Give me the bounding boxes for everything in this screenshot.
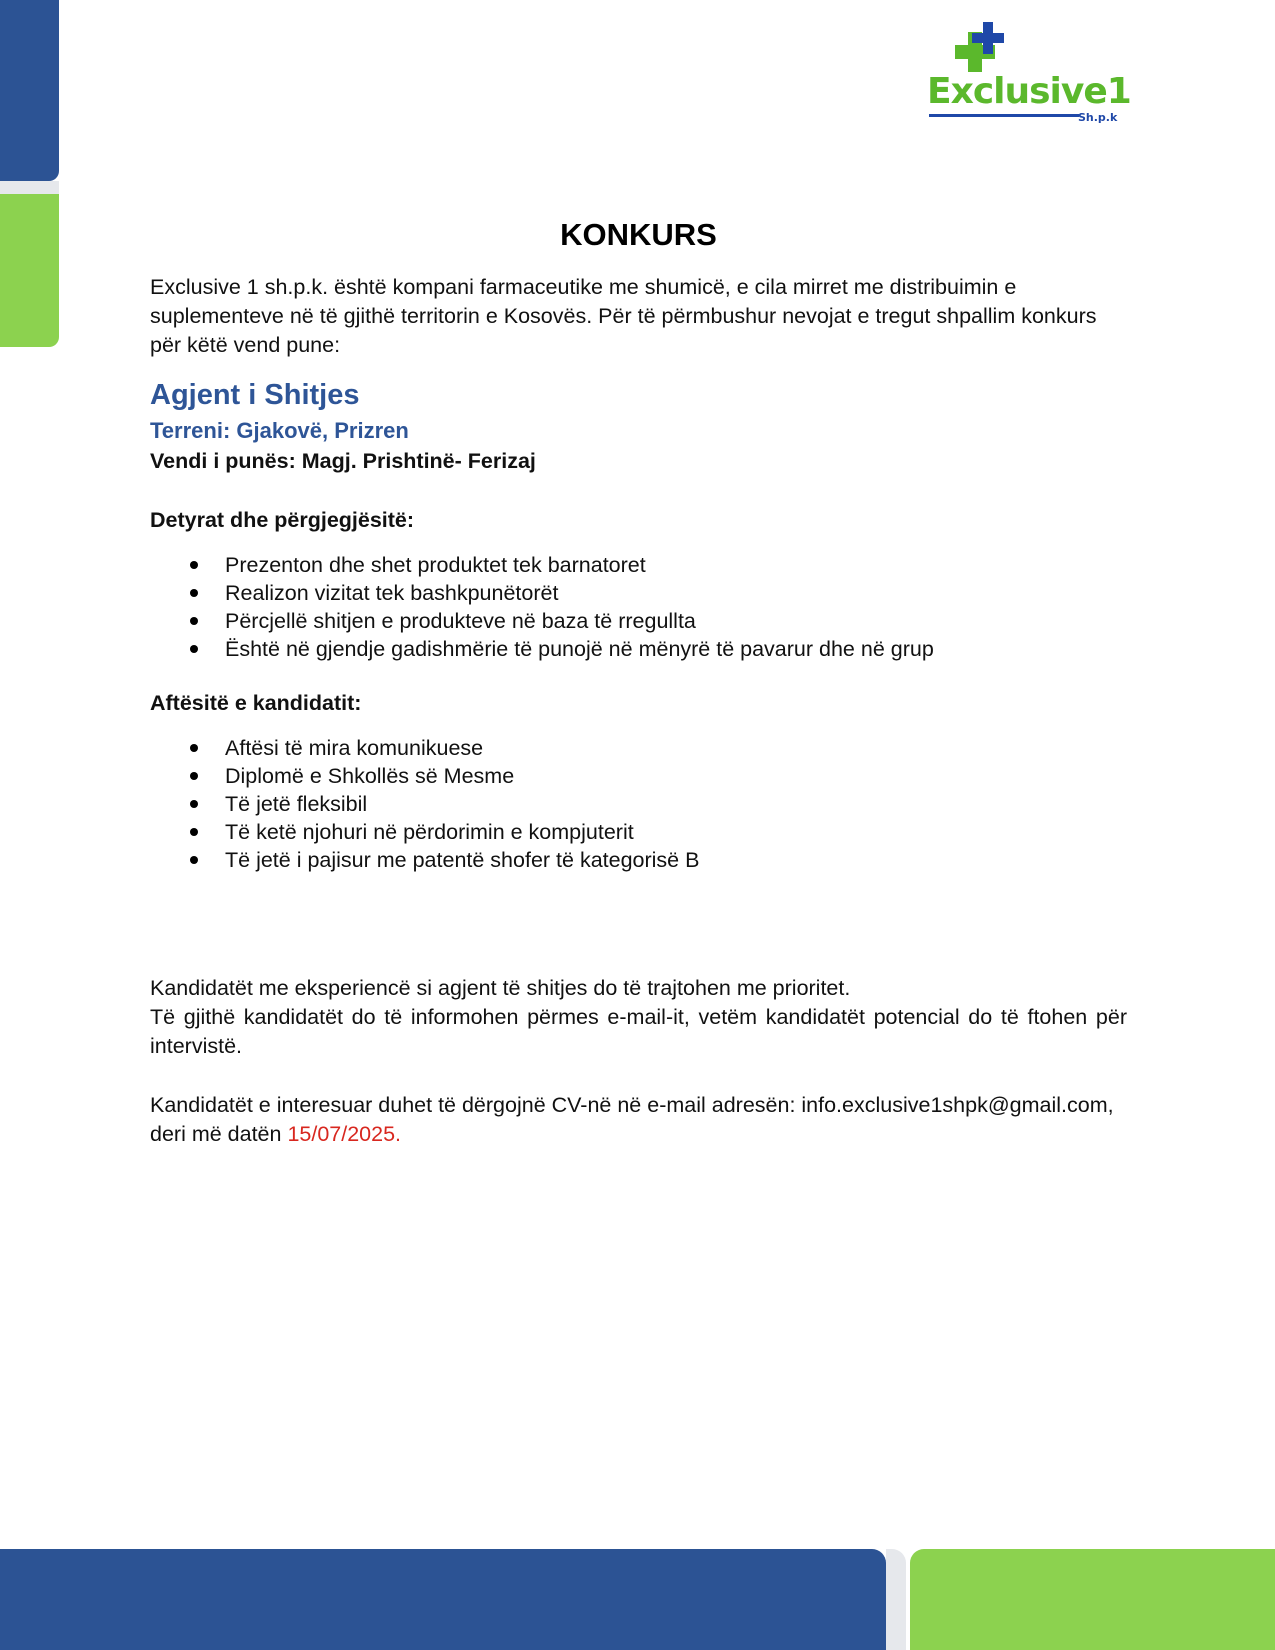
apply-instructions: Kandidatët e interesuar duhet të dërgojnë CV-në në e-mail adresën: info.exclusive1shpk@gmail.com, bbox=[150, 1093, 1114, 1117]
logo-suffix: Sh.p.k bbox=[1078, 111, 1118, 124]
bullet-icon bbox=[190, 589, 198, 597]
left-decor-blue-bar bbox=[0, 0, 59, 181]
bullet-icon bbox=[190, 800, 198, 808]
bullet-icon bbox=[190, 856, 198, 864]
bullet-icon bbox=[190, 645, 198, 653]
list-item-text: Prezenton dhe shet produktet tek barnatoret bbox=[225, 553, 646, 577]
job-announcement bbox=[150, 205, 1127, 1149]
footer-decor-green-bar bbox=[910, 1549, 1275, 1650]
bullet-icon bbox=[190, 744, 198, 752]
duties-heading: Detyrat dhe përgjegjësitë: bbox=[150, 508, 415, 532]
page-title: KONKURS bbox=[560, 217, 717, 252]
list-item-text: Të jetë i pajisur me patentë shofer të kategorisë B bbox=[225, 848, 700, 872]
list-item-text: Realizon vizitat tek bashkpunëtorët bbox=[225, 581, 559, 605]
list-item bbox=[150, 734, 1127, 762]
job-area: Terreni: Gjakovë, Prizren bbox=[150, 418, 409, 443]
list-item-text: Të jetë fleksibil bbox=[225, 792, 368, 816]
deadline-date: 15/07/2025. bbox=[287, 1122, 402, 1146]
list-item bbox=[150, 551, 1127, 579]
bullet-icon bbox=[190, 617, 198, 625]
skills-heading: Aftësitë e kandidatit: bbox=[150, 691, 362, 715]
bullet-icon bbox=[190, 561, 198, 569]
deadline-line bbox=[150, 1120, 1127, 1149]
list-item bbox=[150, 579, 1127, 607]
job-title: Agjent i Shitjes bbox=[150, 379, 360, 411]
list-item bbox=[150, 846, 1127, 874]
list-item-text: Është në gjendje gadishmërie të punojë në mënyrë të pavarur dhe në grup bbox=[225, 637, 934, 661]
list-item bbox=[150, 790, 1127, 818]
footer-decor-gap bbox=[886, 1549, 906, 1650]
list-item bbox=[150, 762, 1127, 790]
bullet-icon bbox=[190, 828, 198, 836]
job-location: Vendi i punës: Magj. Prishtinë- Ferizaj bbox=[150, 449, 536, 473]
contact-note: Të gjithë kandidatët do të informohen përmes e-mail-it, vetëm kandidatët potencial do të ftohen për intervistë. bbox=[150, 1005, 1127, 1058]
priority-note: Kandidatët me eksperiencë si agjent të shitjes do të trajtohen me prioritet. bbox=[150, 976, 851, 1000]
duties-list bbox=[150, 551, 1127, 663]
list-item-text: Diplomë e Shkollës së Mesme bbox=[225, 764, 515, 788]
bullet-icon bbox=[190, 772, 198, 780]
deadline-prefix: deri më datën bbox=[150, 1122, 288, 1146]
application-notes bbox=[150, 974, 1127, 1149]
left-decor-green-bar bbox=[0, 194, 59, 347]
list-item bbox=[150, 607, 1127, 635]
list-item-text: Të ketë njohuri në përdorimin e kompjuterit bbox=[225, 820, 634, 844]
list-item-text: Aftësi të mira komunikuese bbox=[225, 736, 484, 760]
list-item bbox=[150, 635, 1127, 663]
skills-list bbox=[150, 734, 1127, 874]
company-logo bbox=[925, 20, 1131, 135]
intro-paragraph: Exclusive 1 sh.p.k. është kompani farmaceutike me shumicë, e cila mirret me distribuimin e suplementeve në të gjithë territorin e Kosovës. Për të përmbushur nevojat e tregut shpallim konkurs për këtë vend pune: bbox=[150, 275, 1097, 357]
list-item-text: Përcjellë shitjen e produkteve në baza të rregullta bbox=[225, 609, 696, 633]
logo-wordmark: Exclusive1 bbox=[927, 71, 1131, 112]
footer-decor-blue-bar bbox=[0, 1549, 886, 1650]
list-item bbox=[150, 818, 1127, 846]
